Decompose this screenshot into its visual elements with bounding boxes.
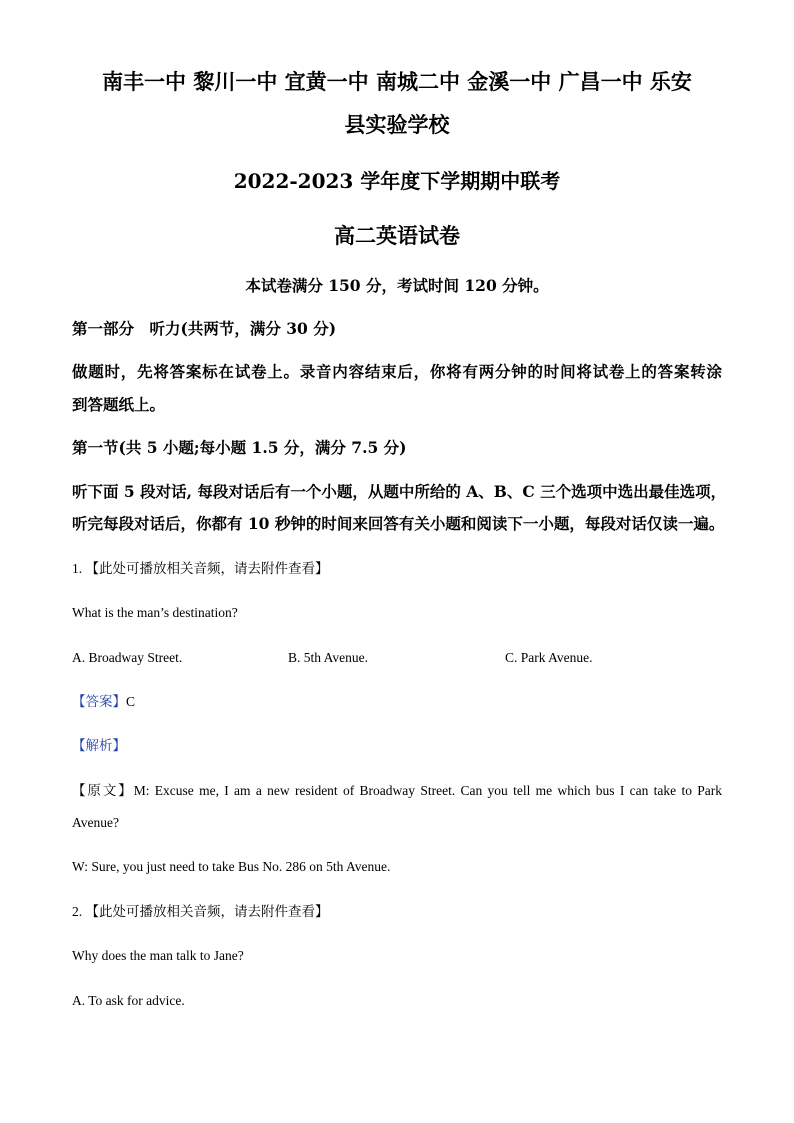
part1-instruction-line2: 到答题纸上。	[72, 395, 166, 414]
part1-instruction-line1: 做题时，先将答案标在试卷上。录音内容结束后，你将有两分钟的时间将试卷上的答案转涂	[72, 362, 722, 381]
transcript-line-1	[72, 781, 722, 801]
question-1-number: 1.	[72, 561, 83, 576]
question-2-header	[72, 902, 329, 922]
question-2-number: 2.	[72, 904, 83, 919]
question-2-audio-note[interactable]: 【此处可播放相关音频，请去附件查看】	[85, 904, 329, 919]
section1-instruction-line2: 听完每段对话后，你都有 10 秒钟的时间来回答有关小题和阅读下一小题，每段对话仅读一遍。	[72, 514, 725, 533]
schools-line-1: 南丰一中 黎川一中 宜黄一中 南城二中 金溪一中 广昌一中 乐安	[102, 69, 692, 94]
exam-info: 本试卷满分 150 分，考试时间 120 分钟。	[245, 276, 549, 295]
question-1-text: What is the man’s destination?	[72, 605, 238, 620]
question-1-option-c: C. Park Avenue.	[505, 650, 593, 665]
part1-heading: 第一部分 听力(共两节，满分 30 分)	[72, 319, 337, 338]
schools-line-2: 县实验学校	[344, 112, 450, 137]
section1-heading: 第一节(共 5 小题;每小题 1.5 分，满分 7.5 分)	[72, 438, 407, 457]
answer-value: C	[126, 694, 136, 709]
exam-title: 2022-2023 学年度下学期期中联考	[233, 169, 561, 193]
question-2-text: Why does the man talk to Jane?	[72, 948, 244, 963]
question-1-audio-note[interactable]: 【此处可播放相关音频，请去附件查看】	[85, 561, 329, 576]
subject-title: 高二英语试卷	[334, 223, 460, 248]
transcript-text-1: M: Excuse me, I am a new resident of Broadway Street. Can you tell me which bus I can take to Park	[133, 783, 722, 798]
question-2-option-a: A. To ask for advice.	[72, 993, 185, 1008]
transcript-line-3: W: Sure, you just need to take Bus No. 286 on 5th Avenue.	[72, 859, 391, 874]
transcript-label: 【原文】	[72, 783, 134, 798]
analysis-label: 【解析】	[72, 738, 126, 753]
question-1-header	[72, 559, 329, 579]
question-1-option-a: A. Broadway Street.	[72, 650, 183, 665]
transcript-line-2: Avenue?	[72, 815, 119, 830]
answer-label: 【答案】	[72, 694, 126, 709]
question-1-option-b: B. 5th Avenue.	[288, 650, 368, 665]
question-1-answer	[72, 692, 135, 712]
question-1-analysis	[72, 736, 126, 756]
section1-instruction-line1: 听下面 5 段对话, 每段对话后有一个小题，从题中所给的 A、B、C 三个选项中选出最佳选项，	[72, 482, 727, 501]
